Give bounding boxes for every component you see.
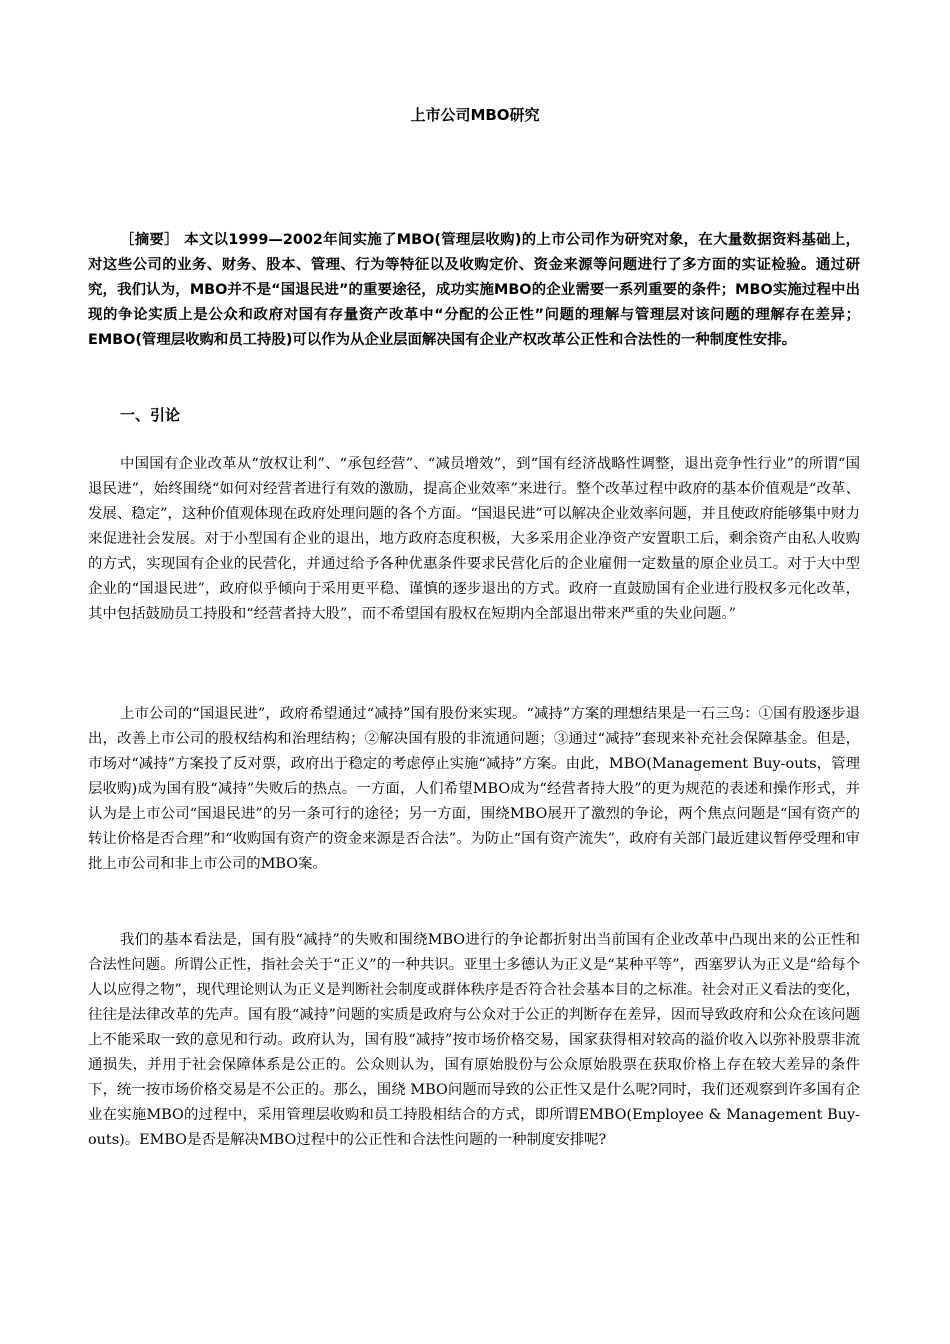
body-paragraph: 上市公司的“国退民进”，政府希望通过“减持”国有股份来实现。“减持”方案的理想结果是一石三鸟：①国有股逐步退出，改善上市公司的股权结构和治理结构；②解决国有股的非流通问题；③通过“减持”套现来补充社会保障基金。但是，市场对“减持”方案投了反对票，政府出于稳定的考虑停止实施“减持”方案。由此，MBO(Management Buy-outs，管理层收购)成为国有股“减持”失败后的热点。一方面，人们希望MBO成为“经营者持大股”的更为规范的表述和操作形式，并认为是上市公司“国退民进”的另一条可行的途径；另一方面，围绕MBO展开了激烈的争论，两个焦点问题是“国有资产的转让价格是否合理”和“收购国有资产的资金来源是否合法”。为防止“国有资产流失”，政府有关部门最近建议暂停受理和审批上市公司和非上市公司的MBO案。 (88, 706, 860, 872)
body-paragraph: 中国国有企业改革从“放权让利”、“承包经营”、“减员增效”，到“国有经济战略性调整，退出竞争性行业”的所谓“国退民进”，始终围绕“如何对经营者进行有效的激励，提高企业效率”来进行。整个改革过程中政府的基本价值观是“改革、发展、稳定”，这种价值观体现在政府处理问题的各个方面。“国退民进”可以解决企业效率问题，并且使政府能够集中财力来促进社会发展。对于小型国有企业的退出，地方政府态度积极，大多采用企业净资产安置职工后，剩余资产由私人收购的方式，实现国有企业的民营化，并通过给予各种优惠条件要求民营化后的企业雇佣一定数量的原企业员工。对于大中型企业的“国退民进”，政府似乎倾向于采用更平稳、谨慎的逐步退出的方式。政府一直鼓励国有企业进行股权多元化改革，其中包括鼓励员工持股和“经营者持大股”，而不希望国有股权在短期内全部退出带来严重的失业问题。” (88, 456, 860, 622)
section-heading-introduction: 一、引论 (120, 406, 181, 424)
body-paragraph: 我们的基本看法是，国有股“减持”的失败和围绕MBO进行的争论都折射出当前国有企业改革中凸现出来的公正性和合法性问题。所谓公正性，指社会关于“正义”的一种共识。亚里士多德认为正义是“某种平等”，西塞罗认为正义是“给每个人以应得之物”，现代理论则认为正义是判断社会制度或群体秩序是否符合社会基本目的之标准。社会对正义看法的变化，往往是法律改革的先声。国有股“减持”问题的实质是政府与公众对于公正的判断存在差异，因而导致政府和公众在该问题上不能采取一致的意见和行动。政府认为，国有股“减持”按市场价格交易，国家获得相对较高的溢价收入以弥补股票非流通损失，并用于社会保障体系是公正的。公众则认为，国有原始股份与公众原始股票在获取价格上存在较大差异的条件下，统一按市场价格交易是不公正的。那么，围绕 MBO问题而导致的公正性又是什么呢?同时，我们还观察到许多国有企业在实施MBO的过程中，采用管理层收购和员工持股相结合的方式，即所谓EMBO(Employee & Management Buy-outs)。EMBO是否是解决MBO过程中的公正性和合法性问题的一种制度安排呢? (88, 932, 860, 1148)
document-title: 上市公司MBO研究 (410, 106, 540, 124)
abstract-paragraph: ［摘要］ 本文以1999—2002年间实施了MBO(管理层收购)的上市公司作为研究对象，在大量数据资料基础上，对这些公司的业务、财务、股本、管理、行为等特征以及收购定价、资金来源等问题进行了多方面的实证检验。通过研究，我们认为，MBO并不是“国退民进”的重要途径，成功实施MBO的企业需要一系列重要的条件；MBO实施过程中出现的争论实质上是公众和政府对国有存量资产改革中“分配的公正性”问题的理解与管理层对该问题的理解存在差异；EMBO(管理层收购和员工持股)可以作为从企业层面解决国有企业产权改革公正性和合法性的一种制度性安排。 (88, 232, 860, 348)
